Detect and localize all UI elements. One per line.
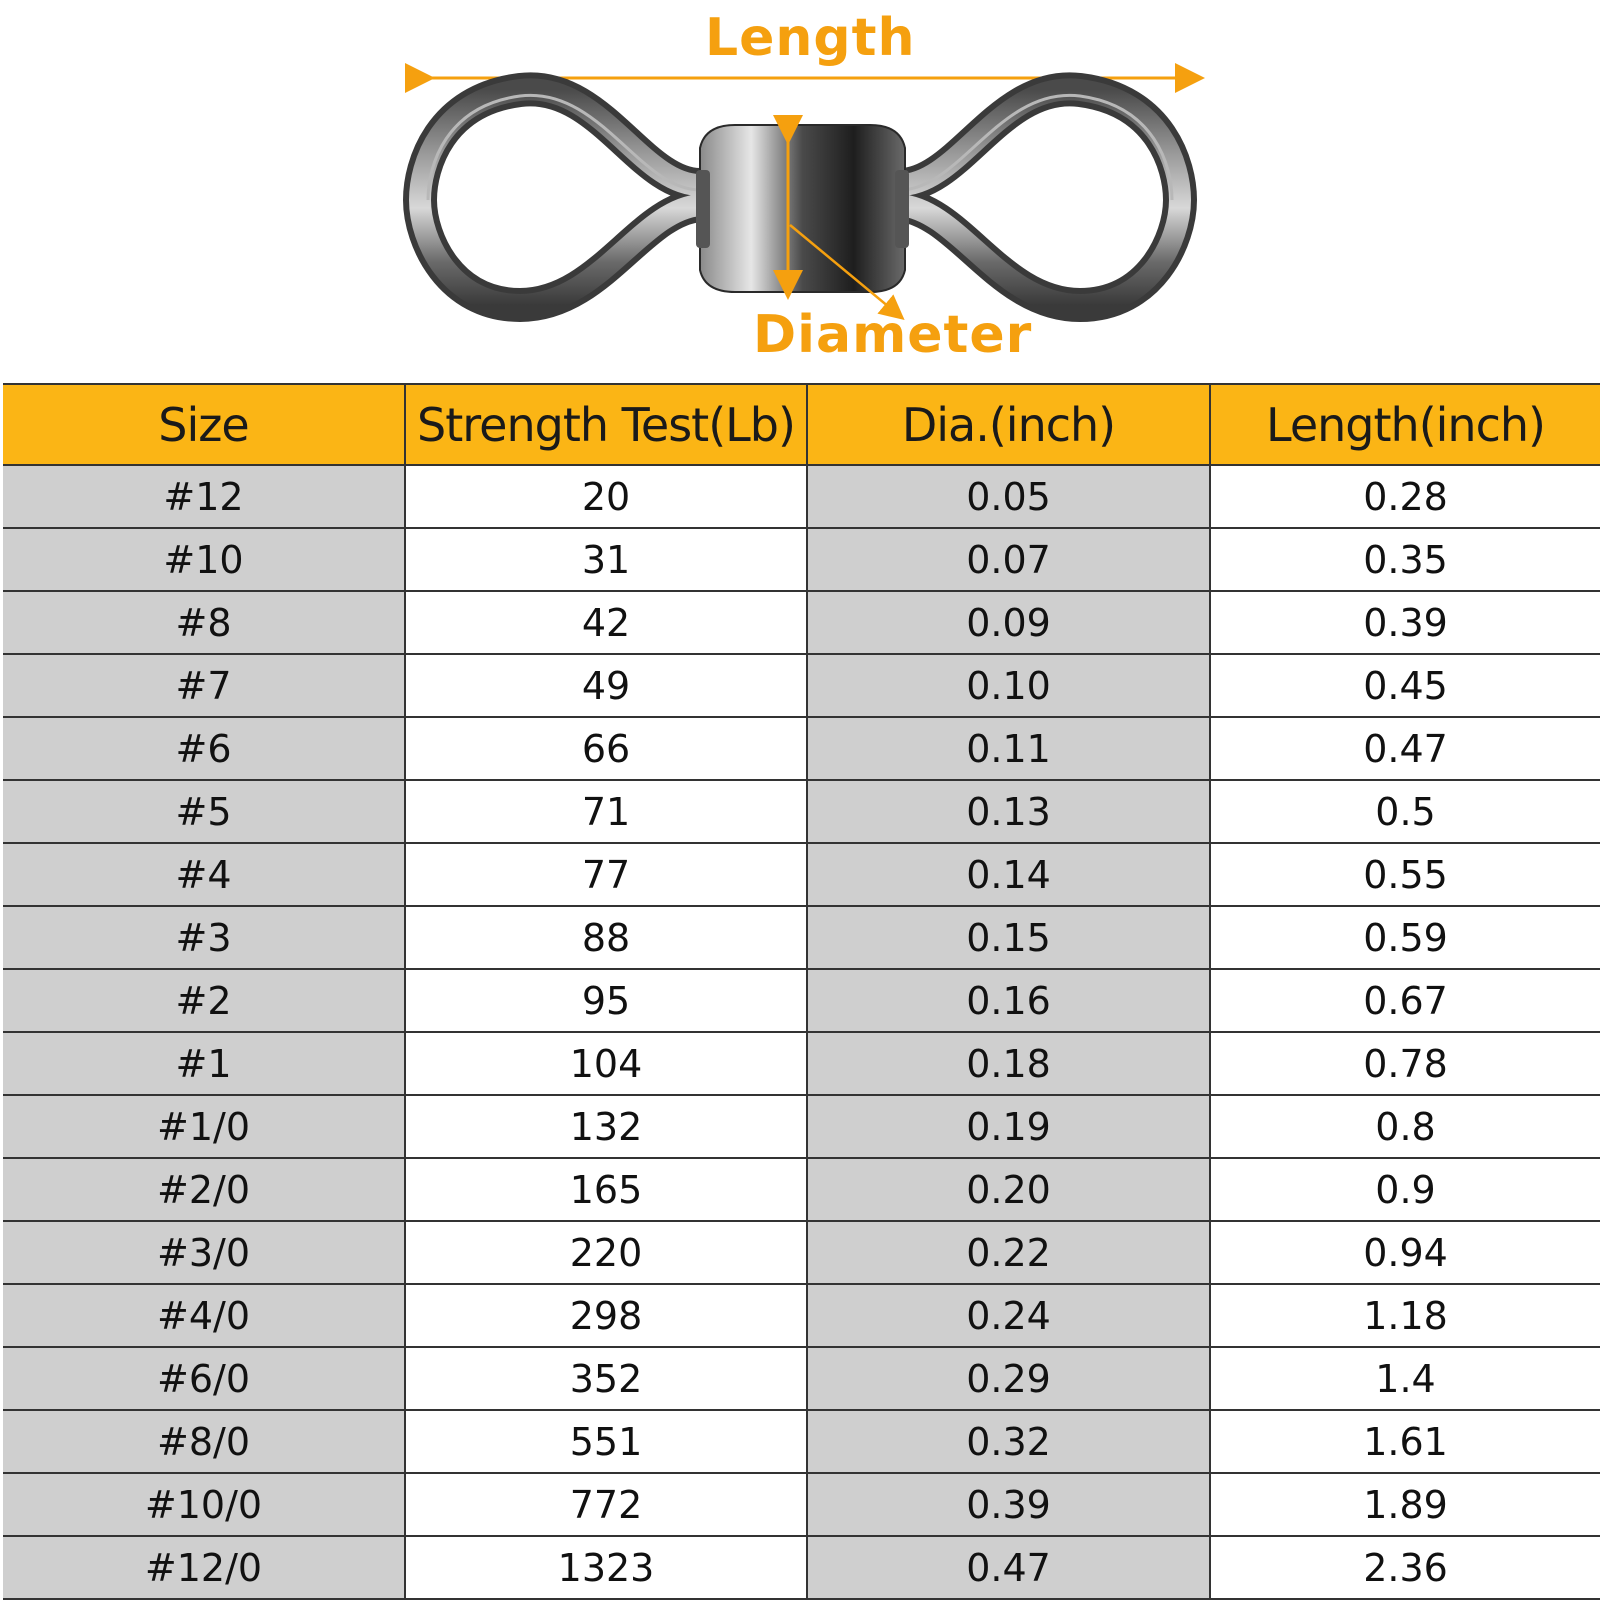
- swivel-diagram: [0, 0, 1600, 380]
- cell-diameter: 0.11: [807, 717, 1210, 780]
- cell-diameter: 0.13: [807, 780, 1210, 843]
- cell-length: 0.45: [1210, 654, 1600, 717]
- cell-diameter: 0.19: [807, 1095, 1210, 1158]
- cell-size: #12/0: [3, 1536, 405, 1599]
- cell-size: #10/0: [3, 1473, 405, 1536]
- size-spec-table: [3, 383, 1600, 1600]
- cell-length: 1.18: [1210, 1284, 1600, 1347]
- cell-length: 0.94: [1210, 1221, 1600, 1284]
- cell-diameter: 0.29: [807, 1347, 1210, 1410]
- cell-size: #6/0: [3, 1347, 405, 1410]
- cell-strength: 772: [405, 1473, 807, 1536]
- table-row: [3, 843, 1600, 906]
- cell-length: 0.28: [1210, 465, 1600, 528]
- cell-length: 0.55: [1210, 843, 1600, 906]
- cell-diameter: 0.10: [807, 654, 1210, 717]
- cell-strength: 165: [405, 1158, 807, 1221]
- cell-length: 1.61: [1210, 1410, 1600, 1473]
- table-row: [3, 1158, 1600, 1221]
- cell-size: #8/0: [3, 1410, 405, 1473]
- cell-strength: 551: [405, 1410, 807, 1473]
- cell-strength: 95: [405, 969, 807, 1032]
- cell-size: #10: [3, 528, 405, 591]
- cell-diameter: 0.14: [807, 843, 1210, 906]
- table-row: [3, 1473, 1600, 1536]
- cell-size: #4/0: [3, 1284, 405, 1347]
- table-row: [3, 465, 1600, 528]
- cell-size: #3: [3, 906, 405, 969]
- cell-size: #12: [3, 465, 405, 528]
- cell-strength: 352: [405, 1347, 807, 1410]
- cell-size: #1: [3, 1032, 405, 1095]
- cell-strength: 88: [405, 906, 807, 969]
- header-length: Length(inch): [1210, 384, 1600, 465]
- table-row: [3, 1284, 1600, 1347]
- cell-length: 0.59: [1210, 906, 1600, 969]
- cell-size: #1/0: [3, 1095, 405, 1158]
- cell-length: 1.89: [1210, 1473, 1600, 1536]
- cell-strength: 132: [405, 1095, 807, 1158]
- cell-length: 0.9: [1210, 1158, 1600, 1221]
- table-row: [3, 969, 1600, 1032]
- cell-diameter: 0.16: [807, 969, 1210, 1032]
- cell-diameter: 0.22: [807, 1221, 1210, 1284]
- cell-length: 0.5: [1210, 780, 1600, 843]
- cell-strength: 49: [405, 654, 807, 717]
- table-row: [3, 1221, 1600, 1284]
- cell-diameter: 0.09: [807, 591, 1210, 654]
- cell-length: 0.8: [1210, 1095, 1600, 1158]
- table-header-row: [3, 384, 1600, 465]
- cell-size: #8: [3, 591, 405, 654]
- cell-diameter: 0.20: [807, 1158, 1210, 1221]
- cell-strength: 1323: [405, 1536, 807, 1599]
- length-label: Length: [705, 8, 916, 68]
- cell-strength: 71: [405, 780, 807, 843]
- table-row: [3, 906, 1600, 969]
- cell-length: 2.36: [1210, 1536, 1600, 1599]
- swivel-barrel: [696, 125, 909, 292]
- table-row: [3, 654, 1600, 717]
- header-strength-test: Strength Test(Lb): [405, 384, 807, 465]
- cell-strength: 66: [405, 717, 807, 780]
- cell-size: #6: [3, 717, 405, 780]
- cell-size: #3/0: [3, 1221, 405, 1284]
- table-row: [3, 1410, 1600, 1473]
- cell-strength: 298: [405, 1284, 807, 1347]
- cell-diameter: 0.05: [807, 465, 1210, 528]
- cell-length: 1.4: [1210, 1347, 1600, 1410]
- cell-length: 0.35: [1210, 528, 1600, 591]
- table-row: [3, 1095, 1600, 1158]
- cell-diameter: 0.32: [807, 1410, 1210, 1473]
- cell-length: 0.39: [1210, 591, 1600, 654]
- cell-strength: 220: [405, 1221, 807, 1284]
- cell-size: #2: [3, 969, 405, 1032]
- cell-strength: 104: [405, 1032, 807, 1095]
- cell-diameter: 0.07: [807, 528, 1210, 591]
- header-diameter: Dia.(inch): [807, 384, 1210, 465]
- cell-size: #7: [3, 654, 405, 717]
- table-row: [3, 591, 1600, 654]
- left-eye-ring: [420, 89, 700, 305]
- table-row: [3, 780, 1600, 843]
- cell-length: 0.67: [1210, 969, 1600, 1032]
- cell-diameter: 0.47: [807, 1536, 1210, 1599]
- cell-diameter: 0.24: [807, 1284, 1210, 1347]
- cell-strength: 31: [405, 528, 807, 591]
- cell-size: #4: [3, 843, 405, 906]
- cell-diameter: 0.39: [807, 1473, 1210, 1536]
- table-row: [3, 717, 1600, 780]
- table-body: [3, 465, 1600, 1599]
- cell-length: 0.78: [1210, 1032, 1600, 1095]
- table-row: [3, 1347, 1600, 1410]
- cell-strength: 20: [405, 465, 807, 528]
- table-row: [3, 1536, 1600, 1599]
- cell-size: #5: [3, 780, 405, 843]
- right-eye-ring: [900, 89, 1180, 305]
- cell-strength: 42: [405, 591, 807, 654]
- table-row: [3, 528, 1600, 591]
- diameter-label: Diameter: [753, 305, 1033, 365]
- cell-size: #2/0: [3, 1158, 405, 1221]
- cell-diameter: 0.15: [807, 906, 1210, 969]
- header-size: Size: [3, 384, 405, 465]
- cell-diameter: 0.18: [807, 1032, 1210, 1095]
- table-row: [3, 1032, 1600, 1095]
- cell-length: 0.47: [1210, 717, 1600, 780]
- cell-strength: 77: [405, 843, 807, 906]
